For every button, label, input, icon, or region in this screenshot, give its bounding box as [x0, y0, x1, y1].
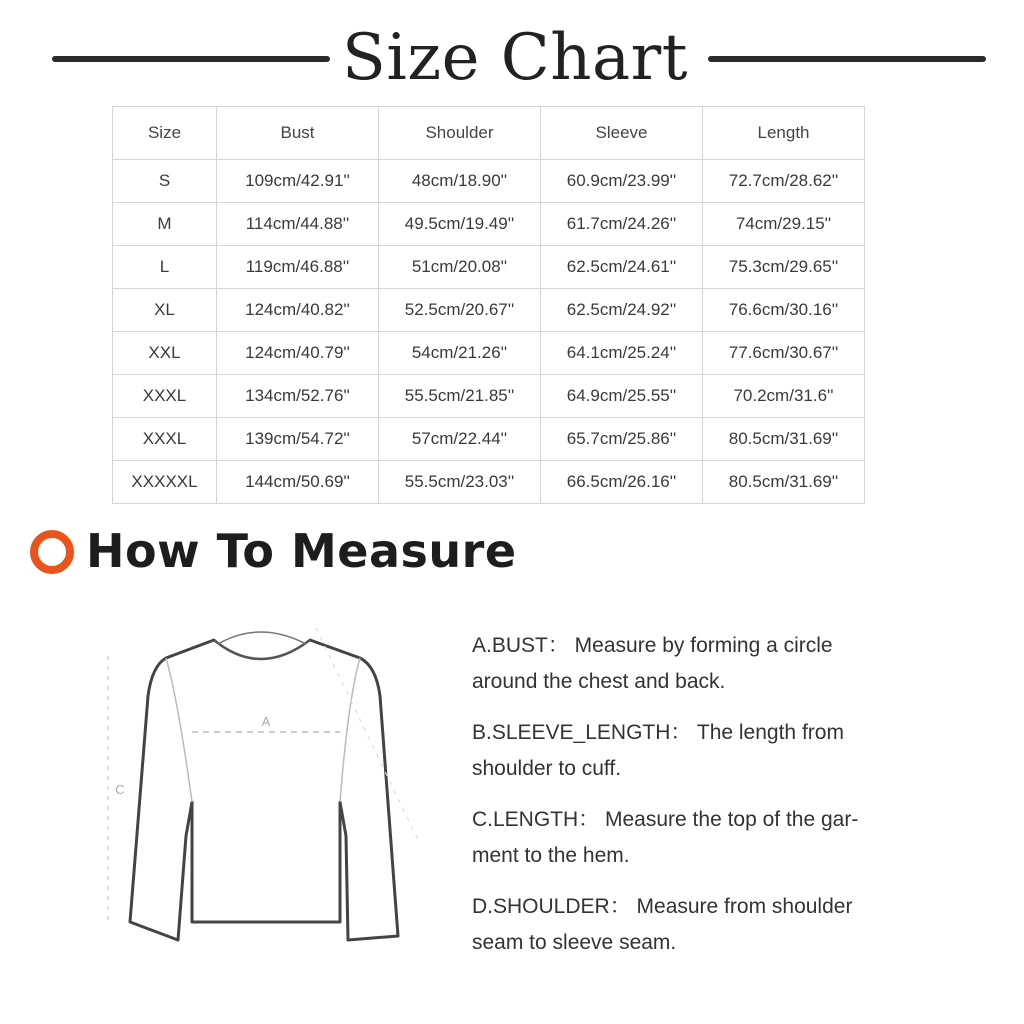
table-cell: 62.5cm/24.92'': [541, 289, 703, 332]
instruction-line: A.BUST： Measure by forming a circle: [472, 634, 833, 657]
table-cell: 76.6cm/30.16'': [703, 289, 865, 332]
table-cell: M: [113, 203, 217, 246]
table-cell: 134cm/52.76'': [217, 375, 379, 418]
table-cell: L: [113, 246, 217, 289]
instruction-line: seam to sleeve seam.: [472, 931, 677, 954]
table-cell: 51cm/20.08'': [379, 246, 541, 289]
section-title: How To Measure: [86, 524, 517, 578]
table-cell: XXXL: [113, 418, 217, 461]
table-cell: 66.5cm/26.16'': [541, 461, 703, 504]
table-row: [113, 203, 865, 246]
table-cell: 72.7cm/28.62'': [703, 160, 865, 203]
table-cell: S: [113, 160, 217, 203]
garment-outline: [130, 640, 398, 940]
table-row: [113, 160, 865, 203]
table-cell: XXL: [113, 332, 217, 375]
garment-neckline: [214, 640, 310, 659]
diagram-label-a: A: [261, 714, 271, 729]
table-cell: 109cm/42.91'': [217, 160, 379, 203]
table-cell: 74cm/29.15'': [703, 203, 865, 246]
table-cell: 114cm/44.88'': [217, 203, 379, 246]
instruction-length: [472, 802, 972, 874]
title-rule-left: [52, 56, 330, 62]
table-cell: 52.5cm/20.67'': [379, 289, 541, 332]
table-header-row: [113, 107, 865, 160]
size-chart-table: [112, 106, 865, 504]
table-cell: 124cm/40.79'': [217, 332, 379, 375]
how-to-measure-heading: [30, 522, 730, 582]
table-cell: 49.5cm/19.49'': [379, 203, 541, 246]
instruction-line: C.LENGTH： Measure the top of the gar-: [472, 808, 859, 831]
column-header: Bust: [217, 107, 379, 160]
instruction-shoulder: [472, 889, 972, 961]
table-cell: 124cm/40.82'': [217, 289, 379, 332]
table-cell: 62.5cm/24.61'': [541, 246, 703, 289]
instruction-line: B.SLEEVE_LENGTH： The length from: [472, 721, 844, 744]
table-cell: 64.9cm/25.55'': [541, 375, 703, 418]
title-rule-right: [708, 56, 986, 62]
column-header: Shoulder: [379, 107, 541, 160]
column-header: Length: [703, 107, 865, 160]
table-row: [113, 375, 865, 418]
table-cell: 55.5cm/23.03'': [379, 461, 541, 504]
instruction-line: D.SHOULDER： Measure from shoulder: [472, 895, 853, 918]
instruction-sleeve-length: [472, 715, 972, 787]
table-cell: 77.6cm/30.67'': [703, 332, 865, 375]
column-header: Sleeve: [541, 107, 703, 160]
instruction-line: shoulder to cuff.: [472, 757, 622, 780]
table-cell: 144cm/50.69'': [217, 461, 379, 504]
table-cell: XL: [113, 289, 217, 332]
table-cell: 80.5cm/31.69'': [703, 461, 865, 504]
table-cell: 70.2cm/31.6'': [703, 375, 865, 418]
garment-diagram: [100, 600, 440, 960]
table-cell: 65.7cm/25.86'': [541, 418, 703, 461]
table-row: [113, 418, 865, 461]
table-row: [113, 289, 865, 332]
table-cell: 60.9cm/23.99'': [541, 160, 703, 203]
instruction-line: around the chest and back.: [472, 670, 726, 693]
shoulder-seam-left: [166, 658, 192, 802]
table-cell: 75.3cm/29.65'': [703, 246, 865, 289]
neckline-back: [218, 632, 306, 644]
table-row: [113, 461, 865, 504]
table-cell: 64.1cm/25.24'': [541, 332, 703, 375]
instruction-bust: [472, 628, 972, 700]
table-cell: 80.5cm/31.69'': [703, 418, 865, 461]
instruction-line: ment to the hem.: [472, 844, 630, 867]
diagram-label-c: C: [115, 782, 125, 797]
table-row: [113, 332, 865, 375]
bullet-circle-icon: [30, 530, 74, 574]
table-cell: 119cm/46.88'': [217, 246, 379, 289]
table-cell: 57cm/22.44'': [379, 418, 541, 461]
shoulder-seam-right: [340, 658, 360, 802]
column-header: Size: [113, 107, 217, 160]
table-row: [113, 246, 865, 289]
page-title: Size Chart: [342, 21, 688, 95]
table-cell: 55.5cm/21.85'': [379, 375, 541, 418]
table-cell: XXXL: [113, 375, 217, 418]
measure-instructions: [472, 628, 972, 976]
table-cell: XXXXXL: [113, 461, 217, 504]
table-cell: 48cm/18.90'': [379, 160, 541, 203]
table-cell: 54cm/21.26'': [379, 332, 541, 375]
title-row: [0, 18, 1024, 102]
sleeve-measure-line: [316, 628, 418, 840]
table-cell: 139cm/54.72'': [217, 418, 379, 461]
table-cell: 61.7cm/24.26'': [541, 203, 703, 246]
